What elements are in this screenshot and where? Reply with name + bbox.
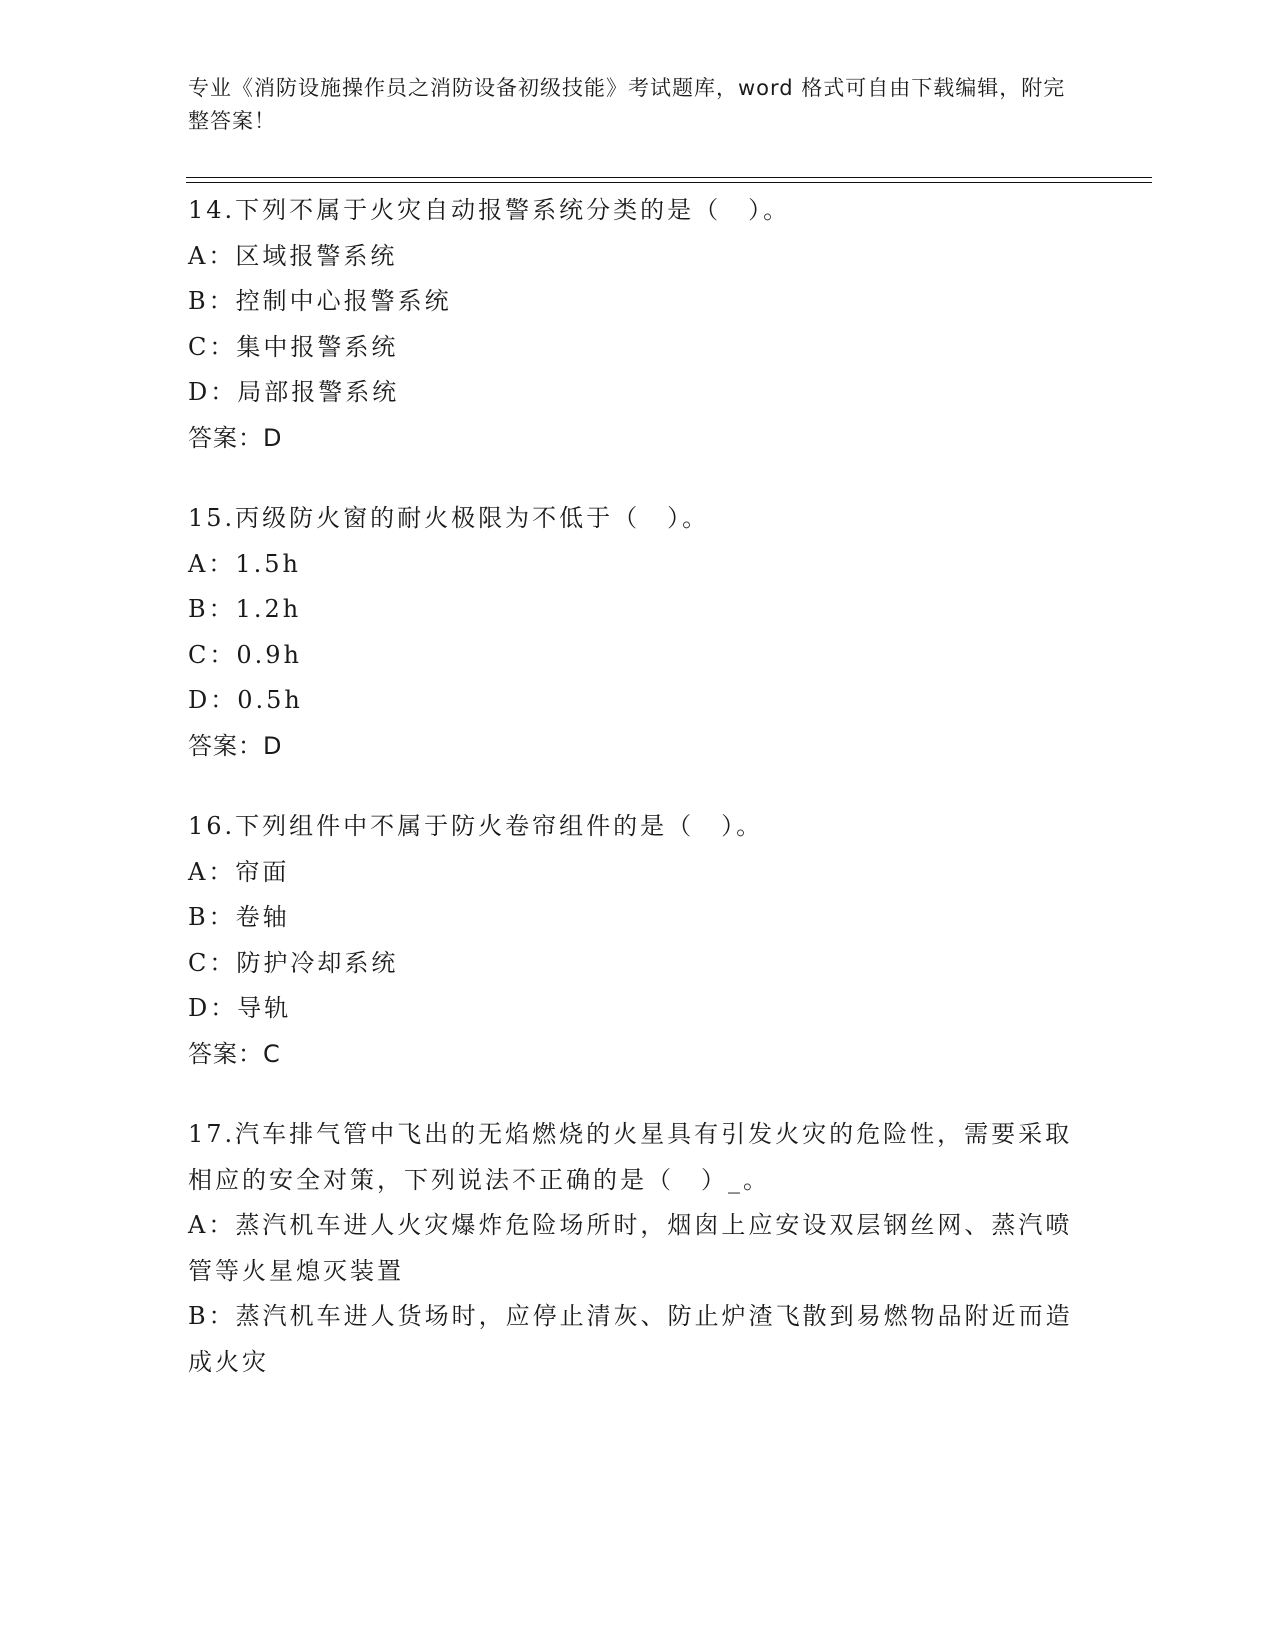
option-a: A：蒸汽机车进人火灾爆炸危险场所时，烟囱上应安设双层钢丝网、蒸汽喷管等火星熄灭装置 bbox=[188, 1211, 1073, 1285]
option-d: D：0.5h bbox=[188, 686, 303, 714]
question-15 bbox=[188, 496, 1088, 769]
option-a: A：区域报警系统 bbox=[188, 241, 398, 270]
question-stem: 15.丙级防火窗的耐火极限为不低于（ ）。 bbox=[188, 504, 710, 532]
option-b: B：蒸汽机车进人货场时，应停止清灰、防止炉渣飞散到易燃物品附近而造成火灾 bbox=[188, 1302, 1073, 1376]
question-stem: 17.汽车排气管中飞出的无焰燃烧的火星具有引发火灾的危险性，需要采取相应的安全对策，下列说法不正确的是（ ）_。 bbox=[188, 1120, 1073, 1194]
question-stem: 14.下列不属于火灾自动报警系统分类的是（ ）。 bbox=[188, 196, 791, 224]
option-a: A：帘面 bbox=[188, 857, 290, 886]
answer: 答案：C bbox=[188, 1039, 281, 1068]
header-rule-bottom bbox=[186, 182, 1152, 183]
option-b: B：控制中心报警系统 bbox=[188, 287, 452, 315]
option-c: C：0.9h bbox=[188, 640, 302, 669]
question-16 bbox=[188, 804, 1088, 1077]
option-b: B：1.2h bbox=[188, 595, 302, 623]
question-17 bbox=[188, 1112, 1088, 1385]
question-stem: 16.下列组件中不属于防火卷帘组件的是（ ）。 bbox=[188, 812, 764, 840]
option-d: D：局部报警系统 bbox=[188, 378, 400, 406]
option-d: D：导轨 bbox=[188, 994, 292, 1022]
option-a: A：1.5h bbox=[188, 549, 301, 578]
option-b: B：卷轴 bbox=[188, 903, 290, 931]
option-c: C：防护冷却系统 bbox=[188, 948, 399, 977]
question-14 bbox=[188, 188, 1088, 461]
answer: 答案：D bbox=[188, 731, 283, 760]
answer: 答案：D bbox=[188, 423, 283, 452]
header-rule-top bbox=[186, 177, 1152, 178]
option-c: C：集中报警系统 bbox=[188, 332, 399, 361]
question-list bbox=[188, 188, 1088, 1420]
document-header: 专业《消防设施操作员之消防设备初级技能》考试题库，word 格式可自由下载编辑，附完整答案！ bbox=[188, 76, 1066, 133]
